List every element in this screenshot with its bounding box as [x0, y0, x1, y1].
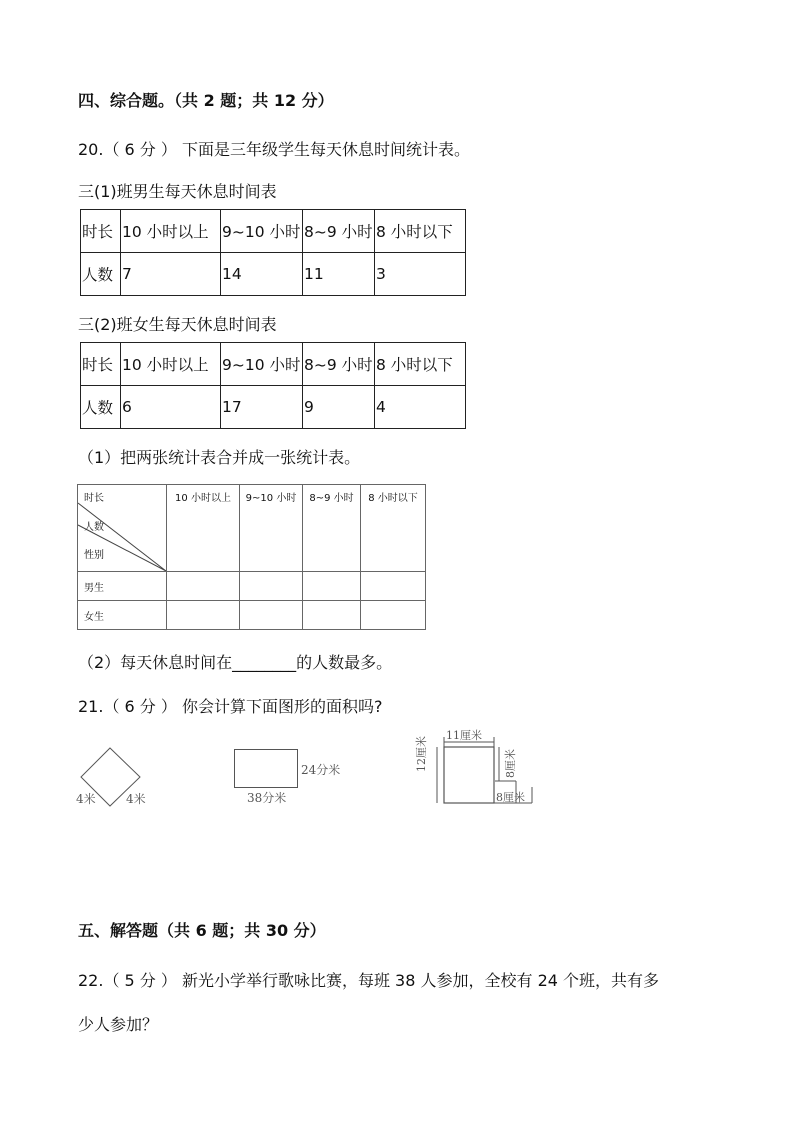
- table-cell: 4: [375, 386, 466, 429]
- square-side-label-left: 4米: [76, 792, 96, 806]
- blank-cell[interactable]: [303, 572, 361, 601]
- composite-left-label: 12厘米: [415, 736, 428, 772]
- table-row: [81, 386, 466, 429]
- corner-label-duration: 时长: [84, 493, 104, 504]
- table-row: [81, 210, 466, 253]
- corner-cell: [78, 485, 167, 572]
- corner-label-count: 人数: [84, 522, 104, 533]
- table-cell: 时长: [81, 343, 121, 386]
- table2-caption: 三(2)班女生每天休息时间表: [78, 315, 277, 334]
- blank-cell[interactable]: [240, 572, 303, 601]
- table-cell: 人数: [81, 253, 121, 296]
- composite-right-label: 8厘米: [504, 749, 517, 778]
- blank-cell[interactable]: [303, 601, 361, 630]
- table-cell: 9~10 小时: [221, 210, 303, 253]
- header-cell: 10 小时以上: [167, 485, 240, 572]
- table-cell: 8 小时以下: [375, 210, 466, 253]
- square-side-label-right: 4米: [126, 792, 146, 806]
- composite-bottom-label: 8厘米: [496, 791, 525, 804]
- table-cell: 10 小时以上: [121, 210, 221, 253]
- table-cell: 时长: [81, 210, 121, 253]
- blank-cell[interactable]: [167, 601, 240, 630]
- table-cell: 8~9 小时: [303, 210, 375, 253]
- blank-cell[interactable]: [361, 601, 426, 630]
- table-cell: 10 小时以上: [121, 343, 221, 386]
- question-21-stem: 21.（ 6 分 ） 你会计算下面图形的面积吗?: [78, 697, 383, 716]
- rectangle-figure: [234, 749, 298, 788]
- header-cell: 8~9 小时: [303, 485, 361, 572]
- table-row: [78, 572, 426, 601]
- blank-cell[interactable]: [240, 601, 303, 630]
- table-cell: 11: [303, 253, 375, 296]
- blank-cell[interactable]: [361, 572, 426, 601]
- table1-boys-rest-time: [80, 209, 466, 296]
- table-row: [78, 601, 426, 630]
- row-label-boys: 男生: [78, 572, 167, 601]
- section-4-title: 四、综合题。（共 2 题；共 12 分）: [78, 91, 334, 110]
- table-cell: 3: [375, 253, 466, 296]
- table-cell: 6: [121, 386, 221, 429]
- table-cell: 人数: [81, 386, 121, 429]
- table-row: [81, 253, 466, 296]
- table-row: [78, 485, 426, 572]
- rectangle-height-label: 24分米: [301, 763, 341, 777]
- header-cell: 9~10 小时: [240, 485, 303, 572]
- blank-cell[interactable]: [167, 572, 240, 601]
- question-22-line-2: 少人参加？: [78, 1015, 159, 1034]
- table1-caption: 三(1)班男生每天休息时间表: [78, 182, 277, 201]
- question-20-part-2: （2）每天休息时间在________的人数最多。: [78, 653, 393, 672]
- corner-label-gender: 性别: [84, 550, 104, 561]
- table-cell: 8 小时以下: [375, 343, 466, 386]
- table-cell: 8~9 小时: [303, 343, 375, 386]
- row-label-girls: 女生: [78, 601, 167, 630]
- table-cell: 9~10 小时: [221, 343, 303, 386]
- table2-girls-rest-time: [80, 342, 466, 429]
- composite-top-label: 11厘米: [446, 729, 482, 742]
- rectangle-width-label: 38分米: [247, 791, 287, 805]
- table-cell: 14: [221, 253, 303, 296]
- table-cell: 7: [121, 253, 221, 296]
- table-cell: 17: [221, 386, 303, 429]
- question-20-stem: 20.（ 6 分 ） 下面是三年级学生每天休息时间统计表。: [78, 140, 470, 159]
- table-cell: 9: [303, 386, 375, 429]
- section-5-title: 五、解答题（共 6 题；共 30 分）: [78, 921, 326, 940]
- question-20-part-1: （1）把两张统计表合并成一张统计表。: [78, 448, 361, 467]
- combined-table-blank: [77, 484, 426, 630]
- header-cell: 8 小时以下: [361, 485, 426, 572]
- table-row: [81, 343, 466, 386]
- question-22-line-1: 22.（ 5 分 ） 新光小学举行歌咏比赛，每班 38 人参加，全校有 24 个班，共有多: [78, 971, 660, 990]
